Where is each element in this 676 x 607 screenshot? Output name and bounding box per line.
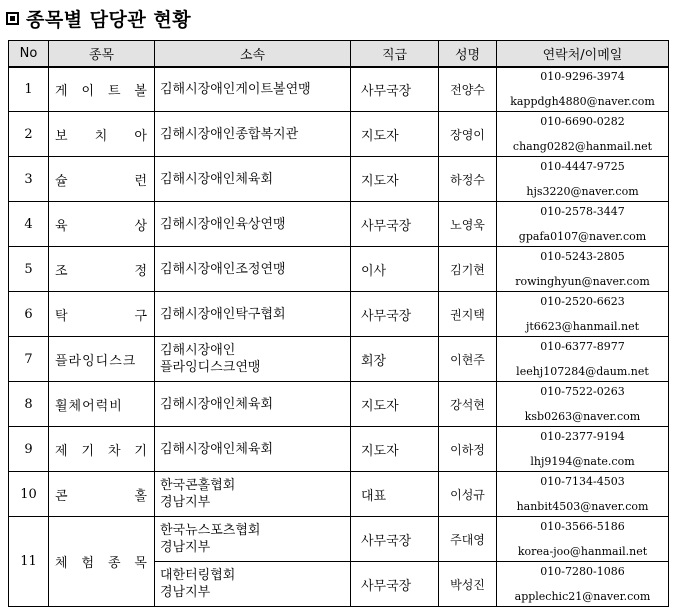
position-cell [351,202,439,247]
contact-cell [497,202,669,247]
position-text: 회장 [361,353,387,369]
org-text: 김해시장애인종합복지관 [160,126,299,142]
contact-cell [497,292,669,337]
sport-cell [49,337,155,382]
sport-text: 탁 구 [55,308,148,324]
table-row [9,292,669,337]
org-text: 김해시장애인탁구협회 [160,306,286,322]
sport-cell [49,157,155,202]
position-cell [351,472,439,517]
phone-text: 010-7134-4503 [540,475,625,488]
email-text: applechic21@naver.com [514,590,651,603]
org-text: 김해시장애인게이트볼연맹 [160,81,311,97]
sport-cell [49,517,155,607]
org-cell [155,517,351,562]
table-row [9,157,669,202]
position-text: 사무국장 [361,578,412,594]
sport-text: 콘 홀 [55,488,148,504]
sport-cell [49,382,155,427]
contact-stack [497,384,668,424]
table-row [9,382,669,427]
contact-stack [497,294,668,334]
phone-text: 010-5243-2805 [540,250,625,263]
org-cell [155,427,351,472]
no-cell: 4 [9,202,49,247]
phone-text: 010-3566-5186 [540,520,625,533]
name-cell: 박성진 [439,562,497,607]
name-cell: 권지택 [439,292,497,337]
position-cell [351,337,439,382]
sport-cell [49,202,155,247]
table-row [9,112,669,157]
org-cell [155,562,351,607]
header-org: 소속 [155,41,351,67]
position-cell [351,517,439,562]
org-text: 김해시장애인체육회 [160,396,274,412]
contact-stack [497,429,668,469]
position-text: 사무국장 [361,83,412,99]
contact-stack [497,204,668,244]
sport-text: 게 이 트 볼 [55,83,148,99]
phone-text: 010-7280-1086 [540,565,625,578]
org-text: 김해시장애인육상연맹 [160,216,286,232]
email-text: jt6623@hanmail.net [525,320,640,333]
contact-stack [497,114,668,154]
table-row [9,517,669,562]
position-cell [351,292,439,337]
org-text: 김해시장애인조정연맹 [160,261,286,277]
sport-text: 조 정 [55,263,148,279]
sport-text: 제 기 차 기 [55,443,148,459]
phone-text: 010-2578-3447 [540,205,625,218]
page-title-row [6,4,191,32]
position-text: 이사 [361,263,387,279]
org-cell [155,157,351,202]
org-text-line2: 경남지부 [160,585,211,600]
no-cell: 1 [9,67,49,112]
phone-text: 010-9296-3974 [540,70,625,84]
contact-stack [497,249,668,289]
sport-cell [49,292,155,337]
staff-table [8,40,669,607]
name-cell: 노영욱 [439,202,497,247]
no-cell: 3 [9,157,49,202]
contact-stack [497,564,668,604]
sport-cell [49,247,155,292]
header-position: 직급 [351,41,439,67]
sport-text: 플라잉디스크 [55,353,137,369]
email-text: ksb0263@naver.com [524,410,641,423]
phone-text: 010-7522-0263 [540,385,625,398]
contact-cell [497,247,669,292]
org-cell [155,112,351,157]
no-cell: 6 [9,292,49,337]
contact-stack [497,519,668,559]
phone-text: 010-2520-6623 [540,295,625,308]
sport-cell [49,112,155,157]
no-cell: 5 [9,247,49,292]
position-cell [351,382,439,427]
name-cell: 전양수 [439,67,497,112]
phone-text: 010-6377-8977 [540,340,625,353]
page-title: 종목별 담당관 현황 [26,8,192,31]
no-cell: 2 [9,112,49,157]
position-cell [351,112,439,157]
org-cell [155,292,351,337]
org-text-line2: 경남지부 [160,495,211,510]
position-cell [351,67,439,112]
contact-cell [497,382,669,427]
name-cell: 하정수 [439,157,497,202]
email-text: korea-joo@hanmail.net [517,545,648,558]
contact-cell [497,517,669,562]
sport-text: 슐 런 [55,173,148,189]
org-text: 김해시장애인체육회 [160,171,274,187]
phone-text: 010-2377-9194 [540,430,625,443]
position-cell [351,562,439,607]
contact-cell [497,427,669,472]
contact-stack [497,339,668,379]
email-text: hanbit4503@naver.com [516,500,649,513]
org-cell [155,67,351,112]
no-cell: 10 [9,472,49,517]
contact-cell [497,472,669,517]
position-text: 지도자 [361,398,399,414]
no-cell: 8 [9,382,49,427]
header-sport: 종목 [49,41,155,67]
org-cell [155,472,351,517]
name-cell: 장영이 [439,112,497,157]
position-text: 대표 [361,488,387,504]
name-cell: 주대영 [439,517,497,562]
position-cell [351,157,439,202]
phone-text: 010-6690-0282 [540,115,625,128]
name-cell: 이하정 [439,427,497,472]
org-cell [155,202,351,247]
position-text: 지도자 [361,128,399,144]
org-text-line2: 경남지부 [160,540,211,555]
contact-cell [497,67,669,112]
contact-cell [497,337,669,382]
table-row [9,202,669,247]
org-cell [155,247,351,292]
email-text: lhj9194@nate.com [530,455,635,468]
contact-stack [497,474,668,514]
contact-cell [497,157,669,202]
table-row [9,247,669,292]
position-text: 지도자 [361,173,399,189]
org-text: 김해시장애인체육회 [160,441,274,457]
position-text: 지도자 [361,443,399,459]
header-name: 성명 [439,41,497,67]
table-row [9,472,669,517]
no-cell: 9 [9,427,49,472]
name-cell: 이성규 [439,472,497,517]
name-cell: 김기현 [439,247,497,292]
no-cell: 7 [9,337,49,382]
email-text: gpafa0107@naver.com [518,230,647,243]
contact-cell [497,112,669,157]
org-text-line1: 대한터링협회 [160,568,236,583]
contact-stack [497,159,668,199]
header-contact: 연락처/이메일 [497,41,669,67]
sport-text: 보 치 아 [55,128,148,144]
org-cell [155,382,351,427]
phone-text: 010-4447-9725 [540,160,625,173]
sport-cell [49,427,155,472]
email-text: rowinghyun@naver.com [515,275,650,288]
position-cell [351,427,439,472]
position-cell [351,247,439,292]
email-text: leehj107284@daum.net [516,365,649,378]
square-bullet-icon [6,12,19,25]
table-row [9,427,669,472]
sport-text: 휠체어럭비 [55,398,123,414]
position-text: 사무국장 [361,218,412,234]
sport-text: 체 험 종 목 [55,556,148,571]
org-cell [155,337,351,382]
email-text: chang0282@hanmail.net [512,140,653,153]
org-text-line1: 한국콘홀협회 [160,478,236,493]
table-row [9,337,669,382]
name-cell: 강석현 [439,382,497,427]
sport-cell [49,472,155,517]
sport-cell [49,67,155,112]
contact-cell [497,562,669,607]
no-cell: 11 [9,517,49,607]
email-text: kappdgh4880@naver.com [510,95,655,109]
header-no: No [9,41,49,67]
sport-text: 육 상 [55,218,148,234]
org-text-line1: 김해시장애인 [160,343,236,358]
position-text: 사무국장 [361,308,412,324]
position-text: 사무국장 [361,533,412,549]
name-cell: 이현주 [439,337,497,382]
email-text: hjs3220@naver.com [526,185,639,198]
org-text-line2: 플라잉디스크연맹 [160,360,261,375]
org-text-line1: 한국뉴스포츠협회 [160,523,261,538]
table-header-row [9,41,669,67]
table-row [9,67,669,112]
contact-stack [497,69,668,109]
